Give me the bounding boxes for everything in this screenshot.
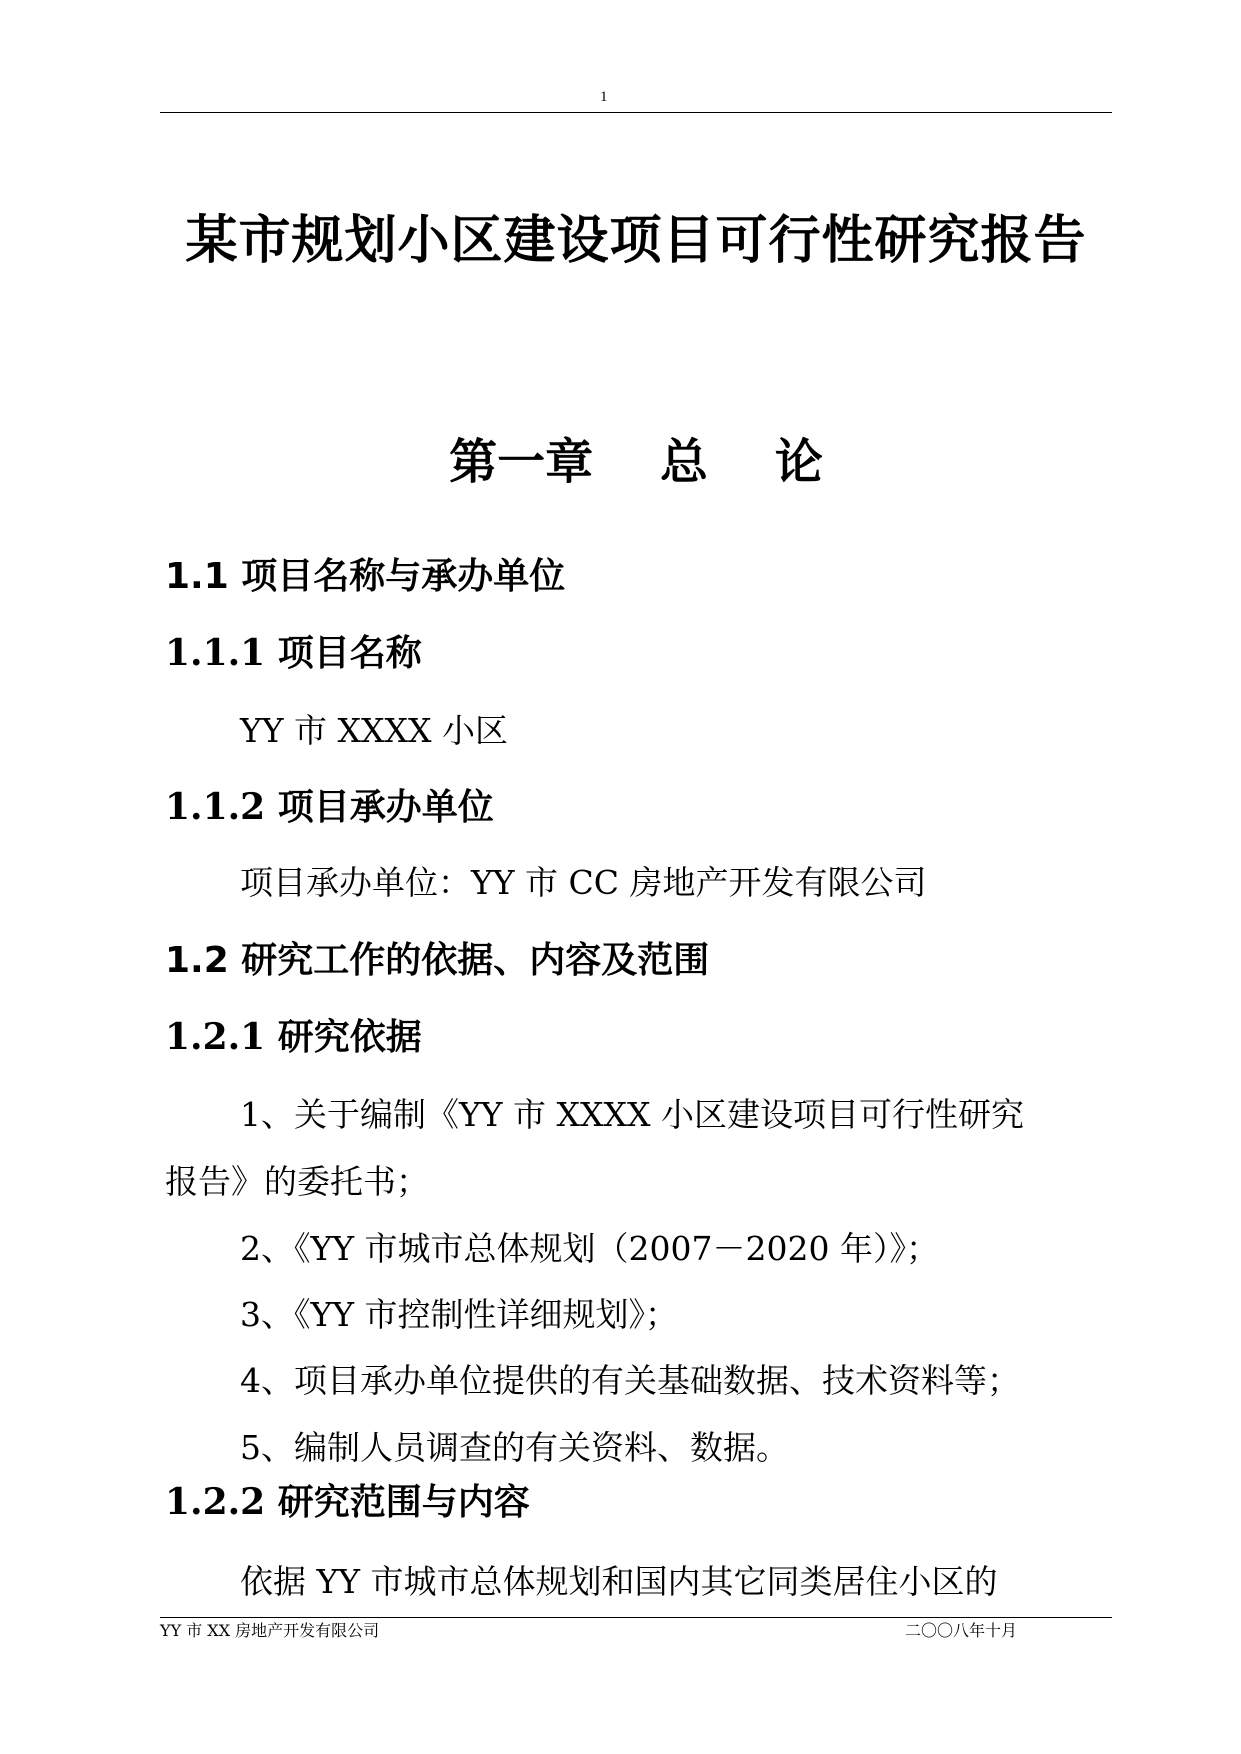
chapter-heading: 第一章 总 论: [449, 434, 823, 490]
section-heading-1-1: 1.1 项目名称与承办单位: [165, 556, 566, 597]
basis-item-5: 5、编制人员调查的有关资料、数据。: [240, 1428, 789, 1467]
footer-date: 二〇〇八年十月: [905, 1621, 1018, 1640]
basis-item-3: 3、《YY 市控制性详细规划》；: [240, 1295, 679, 1334]
subsection-heading-1-1-1: 1.1.1 项目名称: [165, 632, 422, 674]
subsection-heading-1-1-2: 1.1.2 项目承办单位: [165, 786, 494, 828]
subsection-heading-1-2-2: 1.2.2 研究范围与内容: [165, 1481, 530, 1523]
basis-item-1-line-2: 报告》的委托书；: [165, 1162, 429, 1201]
footer-company: YY 市 XX 房地产开发有限公司: [160, 1621, 380, 1640]
document-title: 某市规划小区建设项目可行性研究报告: [185, 211, 1087, 271]
scope-text: 依据 YY 市城市总体规划和国内其它同类居住小区的: [240, 1562, 998, 1601]
footer-rule: [160, 1617, 1112, 1618]
header-rule: [160, 112, 1112, 113]
basis-item-1-line-1: 1、关于编制《YY 市 XXXX 小区建设项目可行性研究: [240, 1095, 1025, 1134]
project-undertaker-text: 项目承办单位：YY 市 CC 房地产开发有限公司: [240, 863, 927, 902]
basis-item-4: 4、项目承办单位提供的有关基础数据、技术资料等；: [240, 1361, 1020, 1400]
section-heading-1-2: 1.2 研究工作的依据、内容及范围: [165, 940, 710, 981]
basis-item-2: 2、《YY 市城市总体规划（2007－2020 年）》；: [240, 1229, 940, 1268]
project-name-text: YY 市 XXXX 小区: [240, 711, 509, 750]
header-page-number: 1: [600, 89, 608, 105]
subsection-heading-1-2-1: 1.2.1 研究依据: [165, 1016, 422, 1058]
